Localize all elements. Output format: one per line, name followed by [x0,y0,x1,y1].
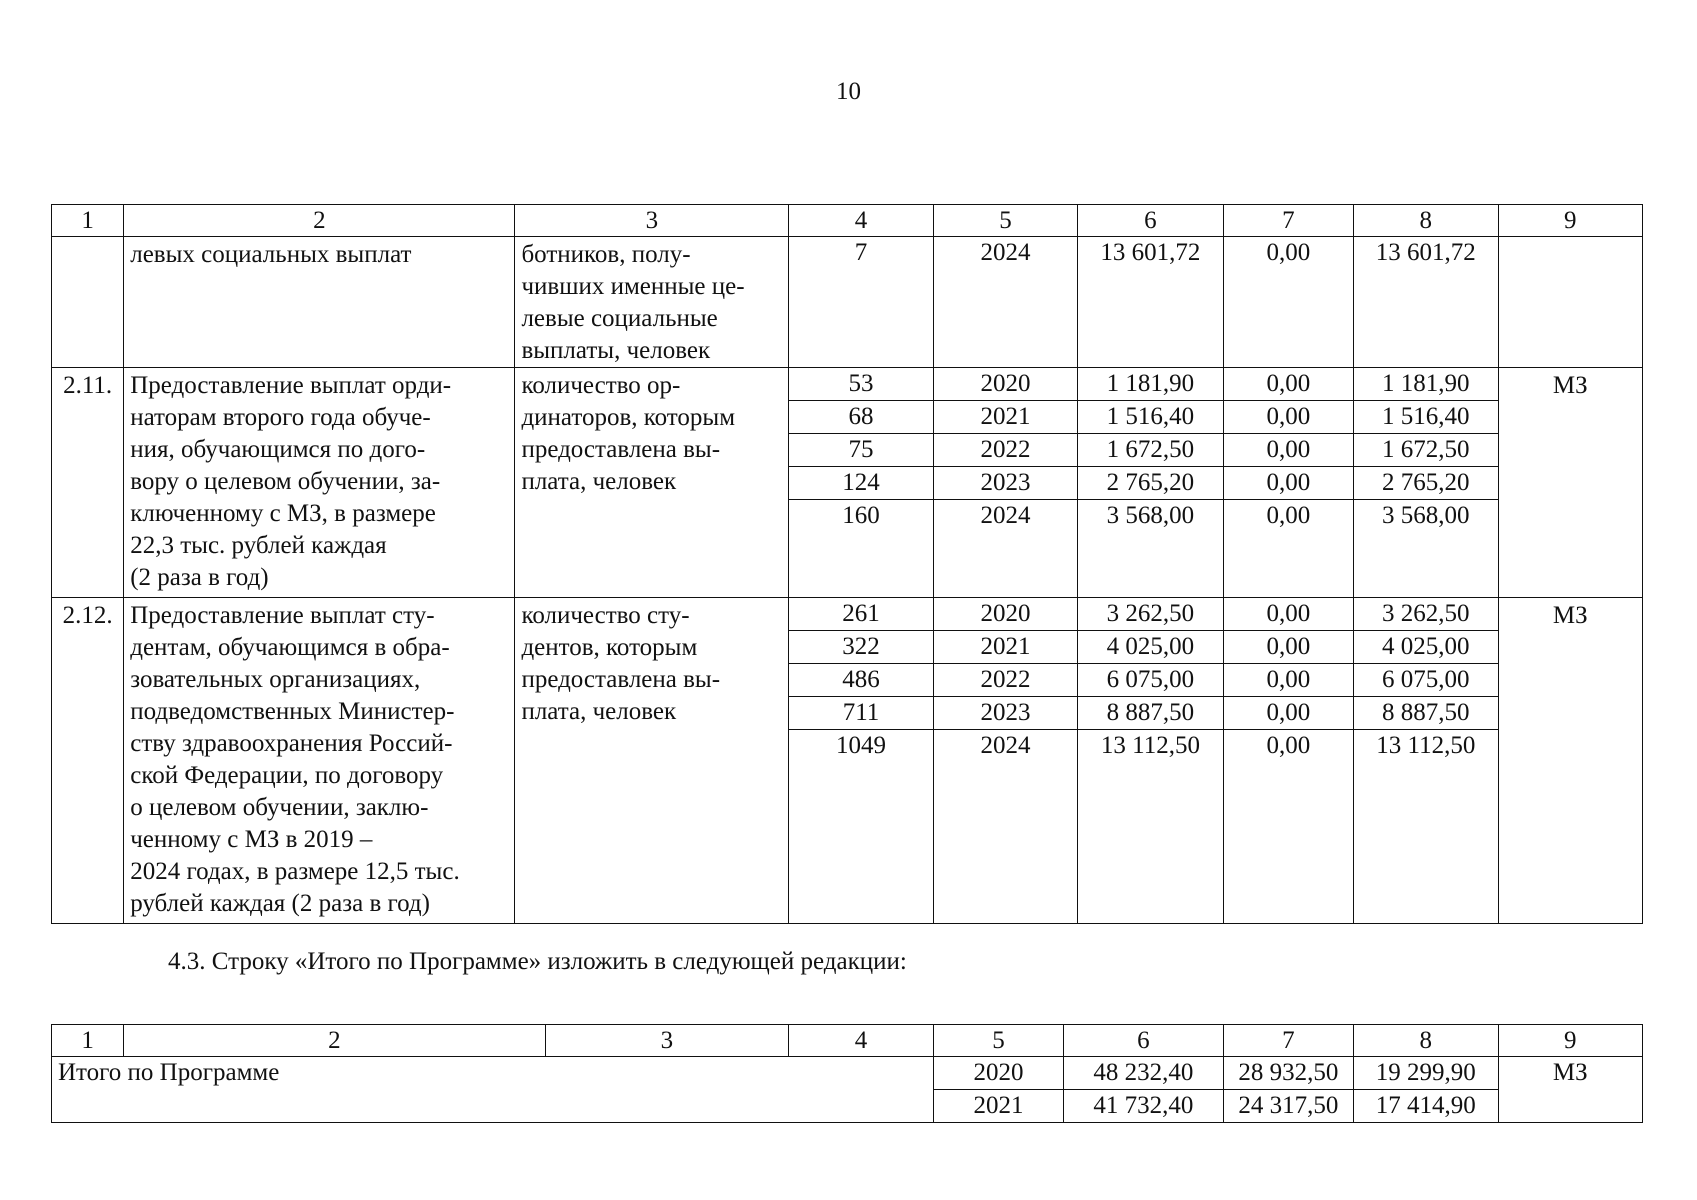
table-row [52,1057,1643,1090]
year-cell: 2021 [933,1090,1063,1123]
executor-cell: МЗ [1498,1057,1642,1123]
amount-cell: 41 732,40 [1064,1090,1224,1123]
amount-cell: 1 181,90 1 516,40 1 672,50 2 765,20 3 568,00 [1354,368,1498,598]
amount-cell: 48 232,40 [1064,1057,1224,1090]
year-cell: 2020 2021 2022 2023 2024 [933,598,1077,924]
name-cell: левых социальных выплат [124,237,515,368]
amount-cell: 0,00 0,00 0,00 0,00 0,00 [1223,368,1353,598]
table-row [52,598,1643,924]
amount-cell: 0,00 [1223,237,1353,368]
header-cell: 7 [1223,1025,1353,1057]
year-cell: 2020 [933,1057,1063,1090]
amount-cell: 24 317,50 [1223,1090,1353,1123]
value-cell: 7 [789,237,933,368]
header-cell: 5 [933,1025,1063,1057]
total-label-cell: Итого по Программе [52,1057,934,1123]
table-row [52,368,1643,598]
header-cell: 8 [1354,1025,1498,1057]
header-cell: 8 [1354,205,1498,237]
header-cell: 5 [933,205,1077,237]
header-cell: 9 [1498,205,1642,237]
amount-cell: 3 262,50 4 025,00 6 075,00 8 887,50 13 112,50 [1078,598,1223,924]
value-cell: 53 68 75 124 160 [789,368,933,598]
header-cell: 2 [124,1025,545,1057]
amount-cell: 13 601,72 [1078,237,1223,368]
amount-cell: 19 299,90 [1354,1057,1498,1090]
year-cell: 2020 2021 2022 2023 2024 [933,368,1077,598]
header-cell: 1 [52,205,124,237]
page-number: 10 [836,78,861,105]
header-cell: 4 [789,1025,933,1057]
header-cell: 1 [52,1025,124,1057]
row-number-cell: 2.12. [52,598,124,924]
name-cell: Предоставление выплат сту- дентам, обучающимся в обра- зовательных организациях, подведомственных Министер- ству здравоохранения Россий- ской Федерации, по договору о целевом обучении, заклю- ченному с МЗ в 2019 – 2024 годах, в размере 12,5 тыс. рублей каждая (2 раза в год) [124,598,515,924]
amount-cell: 1 181,90 1 516,40 1 672,50 2 765,20 3 568,00 [1078,368,1223,598]
main-table [51,204,1643,924]
amount-cell: 13 601,72 [1354,237,1498,368]
header-row [52,1025,1643,1057]
total-table [51,1024,1643,1123]
amount-cell: 28 932,50 [1223,1057,1353,1090]
row-number-cell [52,237,124,368]
executor-cell: МЗ [1498,598,1642,924]
amount-cell: 3 262,50 4 025,00 6 075,00 8 887,50 13 112,50 [1354,598,1498,924]
executor-cell [1498,237,1642,368]
header-cell: 6 [1078,205,1223,237]
executor-cell: МЗ [1498,368,1642,598]
header-cell: 3 [545,1025,789,1057]
indicator-cell: количество сту- дентов, которым предоставлена вы- плата, человек [515,598,789,924]
indicator-cell: ботников, полу- чивших именные це- левые социальные выплаты, человек [515,237,789,368]
header-cell: 2 [124,205,515,237]
header-row [52,205,1643,237]
value-cell: 261 322 486 711 1049 [789,598,933,924]
header-cell: 3 [515,205,789,237]
indicator-cell: количество ор- динаторов, которым предоставлена вы- плата, человек [515,368,789,598]
table-row [52,237,1643,368]
header-cell: 6 [1064,1025,1224,1057]
row-number-cell: 2.11. [52,368,124,598]
header-cell: 9 [1498,1025,1642,1057]
year-cell: 2024 [933,237,1077,368]
amount-cell: 0,00 0,00 0,00 0,00 0,00 [1223,598,1353,924]
header-cell: 7 [1223,205,1353,237]
amendment-paragraph: 4.3. Строку «Итого по Программе» изложить в следующей редакции: [168,948,907,975]
amount-cell: 17 414,90 [1354,1090,1498,1123]
header-cell: 4 [789,205,933,237]
name-cell: Предоставление выплат орди- наторам второго года обуче- ния, обучающимся по дого- вору о целевом обучении, за- ключенному с МЗ, в размере 22,3 тыс. рублей каждая (2 раза в год) [124,368,515,598]
